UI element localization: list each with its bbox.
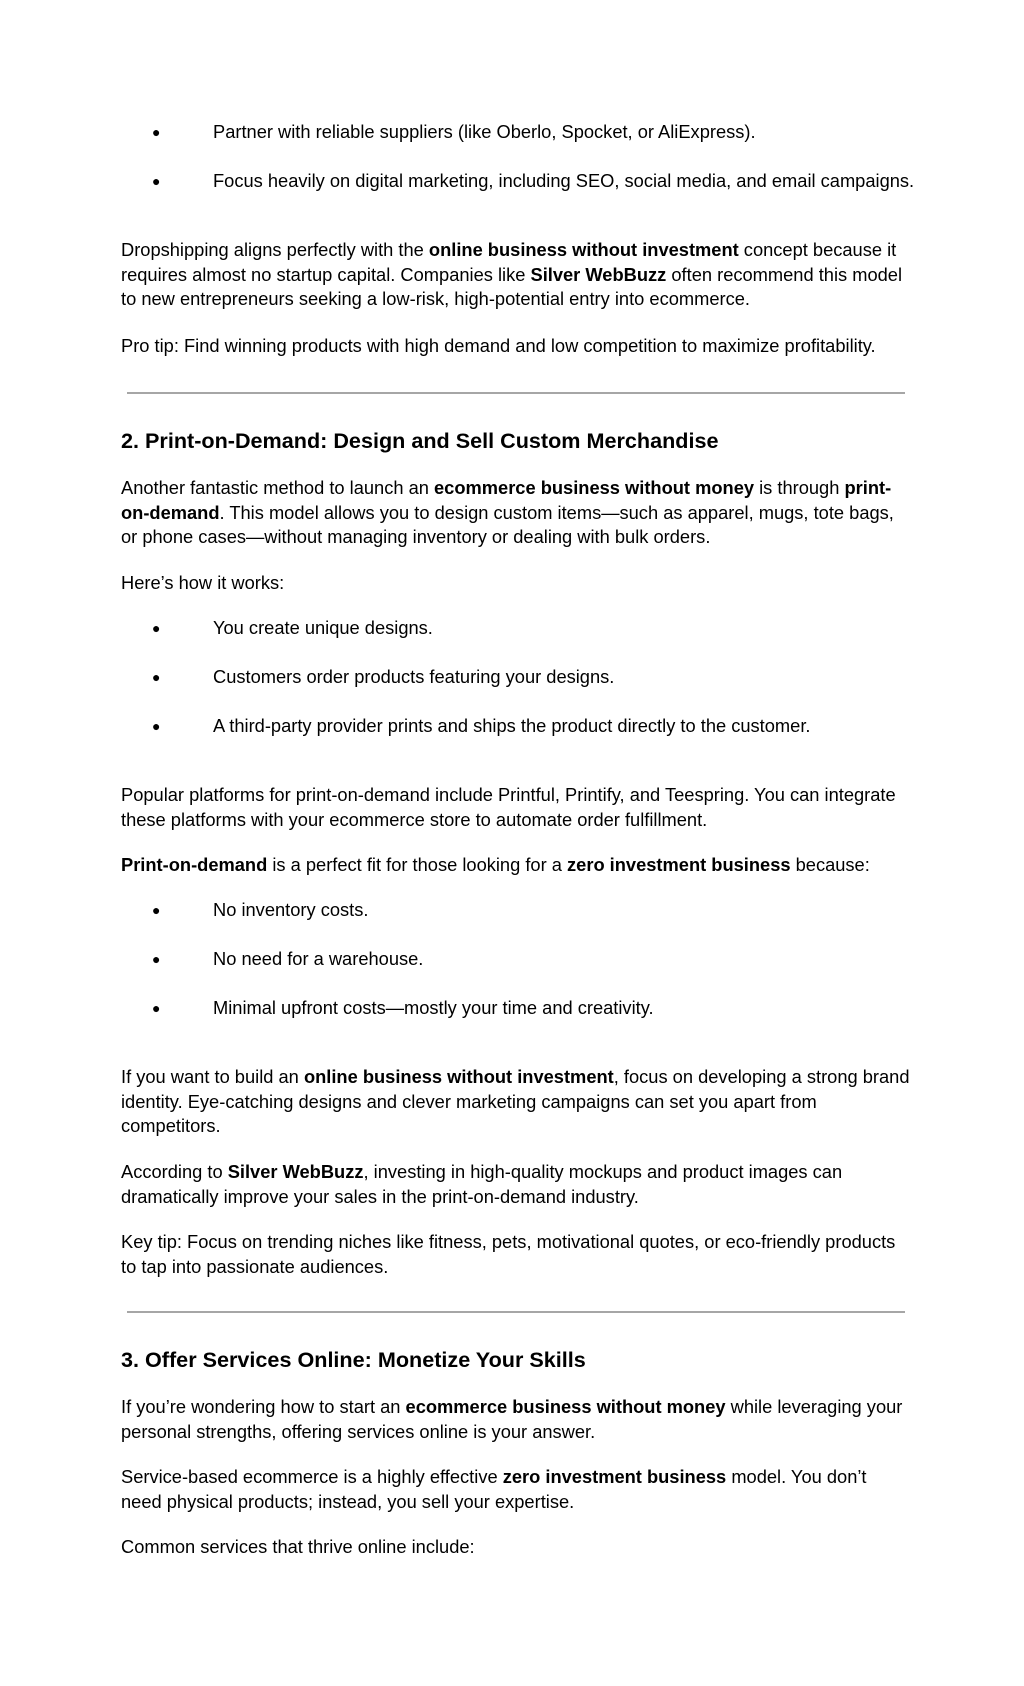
paragraph: If you want to build an online business without investment, focus on developing a strong brand identity. Eye-catching designs and clever marketing campaigns can set you apart from competitors. [121,1066,910,1137]
bold-phrase: Silver WebBuzz [530,263,667,285]
paragraph: Dropshipping aligns perfectly with the online business without investment concept because it requires almost no startup capital. Companies like Silver WebBuzz often recommend this model to new entrepreneurs seeking a low-risk, high-potential entry into ecommerce. [121,239,903,310]
bold-phrase: Print-on-demand [121,854,268,875]
paragraph: If you’re wondering how to start an ecommerce business without money while leveraging your personal strengths, offering services online is your answer. [121,1396,903,1442]
section-heading: 3. Offer Services Online: Monetize Your Skills [121,1347,586,1372]
bold-phrase: online business without investment [303,1066,614,1087]
list-item-text: Minimal upfront costs—mostly your time and creativity. [213,997,654,1018]
bold-phrase: ecommerce business without money [405,1396,726,1417]
bullet-dot: ● [152,902,161,918]
section-heading: 2. Print-on-Demand: Design and Sell Custom Merchandise [121,428,719,453]
bullet-dot: ● [152,173,161,189]
bold-phrase: online business without investment [428,239,739,260]
bold-phrase: ecommerce business without money [434,477,755,498]
paragraph: Service-based ecommerce is a highly effective zero investment business model. You don’t need physical products; instead, you sell your expertise. [121,1466,867,1512]
list-item-text: You create unique designs. [213,617,433,638]
list-item-text: Focus heavily on digital marketing, including SEO, social media, and email campaigns. [213,170,915,191]
bullet-dot: ● [152,620,161,636]
paragraph: Popular platforms for print-on-demand include Printful, Printify, and Teespring. You can integrate these platforms with your ecommerce store to automate order fulfillment. [121,784,896,830]
paragraph: Print-on-demand is a perfect fit for those looking for a zero investment business because: [121,854,870,875]
paragraph: Pro tip: Find winning products with high demand and low competition to maximize profitability. [121,335,876,356]
paragraph: Here’s how it works: [121,572,285,593]
list-item-text: No need for a warehouse. [213,948,424,969]
list-item-text: No inventory costs. [213,899,369,920]
bullet-dot: ● [152,124,161,140]
bullet-dot: ● [152,718,161,734]
bold-phrase: print-on-demand [121,477,892,523]
bullet-dot: ● [152,951,161,967]
paragraph: Common services that thrive online include: [121,1536,475,1557]
bold-phrase: Silver WebBuzz [227,1161,364,1182]
paragraph: Another fantastic method to launch an ecommerce business without money is through print-on-demand. This model allows you to design custom items—such as apparel, mugs, tote bags, or phone cases—without managing inventory or dealing with bulk orders. [121,477,894,548]
list-item-text: Customers order products featuring your designs. [213,666,615,687]
paragraph: According to Silver WebBuzz, investing in high-quality mockups and product images can dramatically improve your sales in the print-on-demand industry. [121,1161,843,1207]
bold-phrase: zero investment business [502,1466,727,1487]
list-item-text: A third-party provider prints and ships the product directly to the customer. [213,715,811,736]
horizontal-rule [127,392,905,394]
horizontal-rule [127,1311,905,1313]
bold-phrase: zero investment business [567,854,791,875]
bullet-dot: ● [152,1000,161,1016]
bullet-dot: ● [152,669,161,685]
paragraph: Key tip: Focus on trending niches like fitness, pets, motivational quotes, or eco-friendly products to tap into passionate audiences. [121,1231,896,1277]
list-item-text: Partner with reliable suppliers (like Oberlo, Spocket, or AliExpress). [213,121,756,142]
